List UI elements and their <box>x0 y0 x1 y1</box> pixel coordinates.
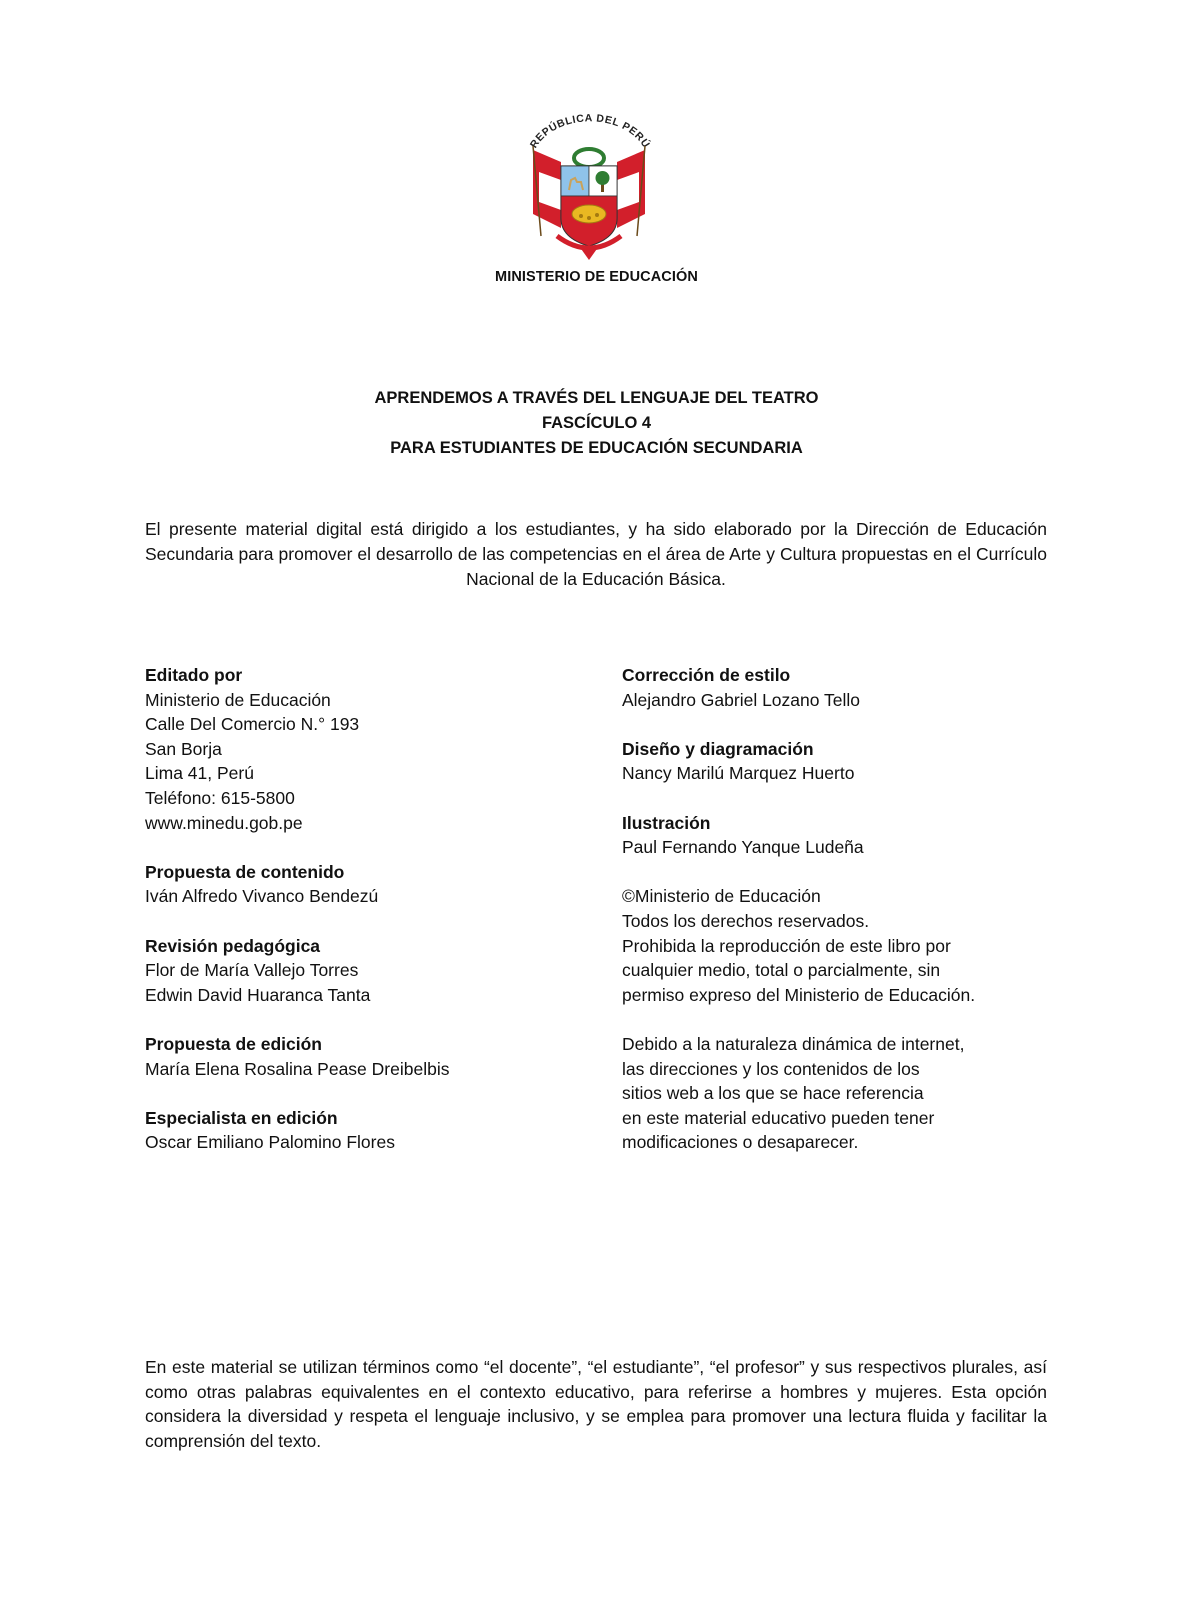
svg-text:REPÚBLICA DEL PERÚ: REPÚBLICA DEL PERÚ <box>527 112 653 151</box>
copyright-notice <box>622 884 1052 1007</box>
credits-right-column <box>622 663 1052 1179</box>
copyright-line: Todos los derechos reservados. <box>622 910 870 931</box>
credit-pedagogical-review <box>145 934 575 1008</box>
credit-label: Revisión pedagógica <box>145 935 321 956</box>
credit-label: Propuesta de contenido <box>145 861 345 882</box>
copyright-line: cualquier medio, total o parcialmente, sin <box>622 960 941 981</box>
credit-label: Propuesta de edición <box>145 1033 322 1054</box>
credit-content-proposal <box>145 860 575 909</box>
peru-coat-of-arms-icon <box>521 110 657 268</box>
copyright-line: permiso expreso del Ministerio de Educación. <box>622 984 976 1005</box>
credit-illustration <box>622 811 1052 860</box>
credits-left-column <box>145 663 575 1179</box>
credit-line: Lima 41, Perú <box>145 763 254 784</box>
credit-line: Calle Del Comercio N.° 193 <box>145 714 360 735</box>
credit-label: Editado por <box>145 665 243 685</box>
credit-line: San Borja <box>145 738 222 759</box>
credit-line: Teléfono: 615-5800 <box>145 787 295 808</box>
credit-label: Corrección de estilo <box>622 665 791 685</box>
copyright-line: ©Ministerio de Educación <box>622 886 821 907</box>
credit-line: Paul Fernando Yanque Ludeña <box>622 837 864 858</box>
credit-line: Alejandro Gabriel Lozano Tello <box>622 689 861 710</box>
credit-label: Especialista en edición <box>145 1107 338 1128</box>
notice-line: en este material educativo pueden tener <box>622 1107 935 1128</box>
copyright-line: Prohibida la reproducción de este libro por <box>622 935 951 956</box>
credit-label: Ilustración <box>622 812 711 833</box>
title-line: PARA ESTUDIANTES DE EDUCACIÓN SECUNDARIA <box>390 439 803 457</box>
credit-edition-specialist <box>145 1106 575 1155</box>
credit-edition-proposal <box>145 1032 575 1081</box>
title-line: FASCÍCULO 4 <box>541 414 652 432</box>
inclusive-language-note: En este material se utilizan términos como “el docente”, “el estudiante”, “el profesor” y sus respectivos plurales, así como otras palabras equivalentes en el contexto educativo, para referirse a hombres y mujeres. Esta opción considera la diversidad y respeta el lenguaje inclusivo, y se emplea para promover una lectura fluida y facilitar la comprensión del texto. <box>145 1357 1047 1451</box>
title-line: APRENDEMOS A TRAVÉS DEL LENGUAJE DEL TEATRO <box>374 389 819 407</box>
credit-line: Ministerio de Educación <box>145 689 331 710</box>
internet-notice <box>622 1032 1052 1155</box>
notice-line: sitios web a los que se hace referencia <box>622 1083 924 1104</box>
credit-line: Iván Alfredo Vivanco Bendezú <box>145 886 379 907</box>
credit-style-correction <box>622 663 1052 712</box>
notice-line: Debido a la naturaleza dinámica de internet, <box>622 1033 965 1054</box>
credit-design-layout <box>622 737 1052 786</box>
website-link[interactable]: www.minedu.gob.pe <box>145 812 303 833</box>
credit-label: Diseño y diagramación <box>622 738 814 759</box>
intro-paragraph: El presente material digital está dirigido a los estudiantes, y ha sido elaborado por la Dirección de Educación Secundaria para promover el desarrollo de las competencias en el área de Arte y Cultura propuestas en el Currículo Nacional de la Educación Básica. <box>145 519 1047 589</box>
credit-line: Oscar Emiliano Palomino Flores <box>145 1132 395 1153</box>
notice-line: modificaciones o desaparecer. <box>622 1132 859 1153</box>
document-title <box>0 386 1193 461</box>
notice-line: las direcciones y los contenidos de los <box>622 1058 920 1079</box>
credit-line: Edwin David Huaranca Tanta <box>145 984 371 1005</box>
credit-line: María Elena Rosalina Pease Dreibelbis <box>145 1058 450 1079</box>
ministry-label: MINISTERIO DE EDUCACIÓN <box>495 269 698 285</box>
credit-line: Nancy Marilú Marquez Huerto <box>622 763 855 784</box>
credit-edited-by <box>145 663 575 835</box>
credit-line: Flor de María Vallejo Torres <box>145 960 359 981</box>
